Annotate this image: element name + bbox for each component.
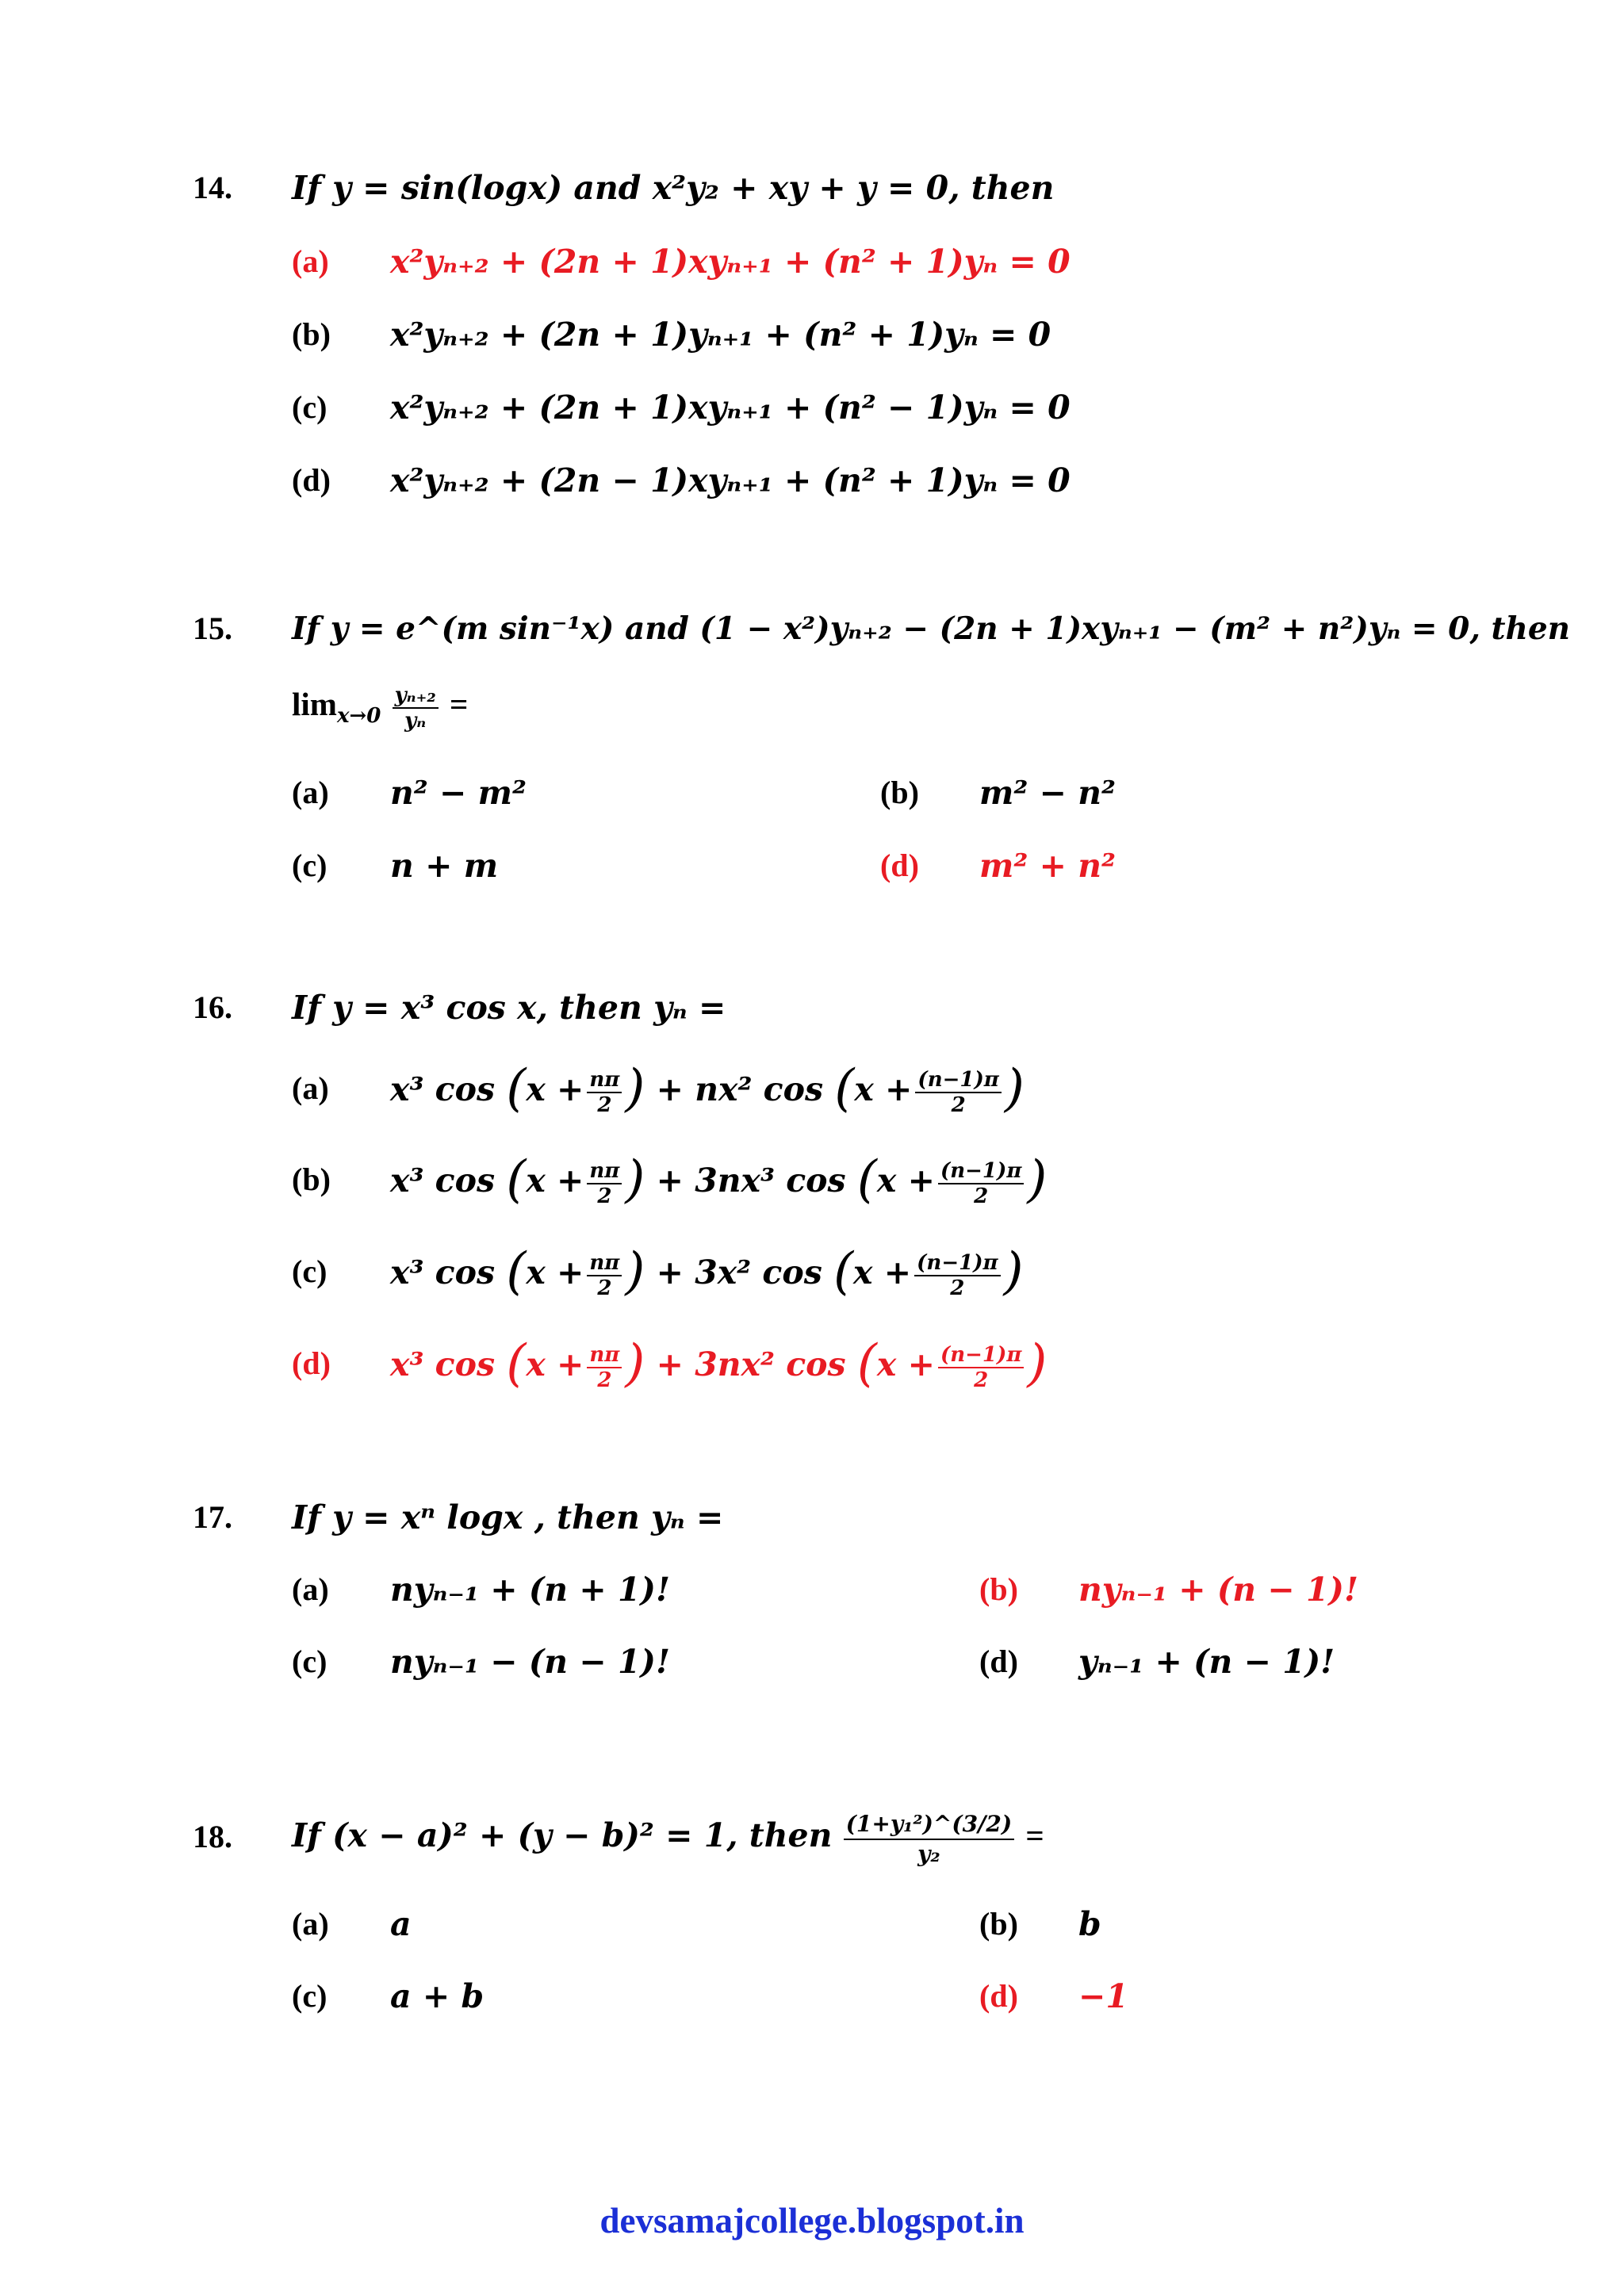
paren: ( bbox=[856, 1150, 877, 1209]
option-text[interactable]: nyₙ₋₁ + (n + 1)! bbox=[390, 1571, 670, 1609]
option-label[interactable]: (a) bbox=[292, 1070, 329, 1106]
fraction-numerator: (1+y₁²)^(3/2) bbox=[844, 1810, 1014, 1840]
option-label[interactable]: (d) bbox=[979, 1644, 1018, 1679]
x-plus: x + bbox=[526, 1161, 584, 1200]
fraction-denominator: 2 bbox=[597, 1368, 612, 1392]
option-label[interactable]: (c) bbox=[292, 1978, 327, 2014]
paren: ) bbox=[1027, 1334, 1048, 1393]
question-number: 16. bbox=[193, 989, 232, 1025]
question-number: 18. bbox=[193, 1819, 232, 1854]
question-stem: If y = sin(logx) and x²y₂ + xy + y = 0, then bbox=[292, 169, 1055, 207]
fraction-numerator: nπ bbox=[587, 1159, 622, 1184]
paren: ( bbox=[506, 1059, 527, 1118]
option-label[interactable]: (b) bbox=[292, 1161, 331, 1197]
fraction bbox=[938, 1343, 1024, 1392]
fraction-numerator: (n−1)π bbox=[915, 1068, 1001, 1093]
x-plus: x + bbox=[876, 1345, 935, 1383]
paren: ( bbox=[506, 1242, 527, 1301]
option-text[interactable]: m² + n² bbox=[979, 847, 1116, 885]
paren: ) bbox=[625, 1150, 645, 1209]
option-text[interactable]: m² − n² bbox=[979, 774, 1116, 812]
option-label[interactable]: (b) bbox=[880, 775, 919, 810]
option-text[interactable] bbox=[390, 1242, 1024, 1301]
fraction-numerator: nπ bbox=[587, 1251, 622, 1276]
coefficient: x³ cos bbox=[390, 1345, 507, 1383]
fraction bbox=[587, 1343, 622, 1392]
option-text[interactable]: yₙ₋₁ + (n − 1)! bbox=[1078, 1643, 1335, 1681]
limit-expression bbox=[292, 680, 468, 740]
fraction-denominator: y₂ bbox=[917, 1840, 940, 1867]
paren: ) bbox=[1027, 1150, 1048, 1209]
option-label[interactable]: (a) bbox=[292, 1906, 329, 1942]
x-plus: x + bbox=[526, 1253, 584, 1292]
option-text[interactable]: x²yₙ₊₂ + (2n + 1)xyₙ₊₁ + (n² − 1)yₙ = 0 bbox=[390, 388, 1071, 427]
question-number: 17. bbox=[193, 1499, 232, 1535]
x-plus: x + bbox=[526, 1345, 584, 1383]
limit-fraction bbox=[393, 683, 439, 733]
fraction bbox=[587, 1159, 622, 1208]
fraction-numerator: nπ bbox=[587, 1068, 622, 1093]
option-text[interactable]: x²yₙ₊₂ + (2n − 1)xyₙ₊₁ + (n² + 1)yₙ = 0 bbox=[390, 461, 1071, 499]
fraction-denominator: 2 bbox=[951, 1093, 966, 1117]
question-number: 15. bbox=[193, 610, 232, 646]
question-stem: If y = x³ cos x, then yₙ = bbox=[292, 989, 726, 1027]
option-text[interactable] bbox=[390, 1059, 1025, 1118]
option-text[interactable]: a + b bbox=[390, 1977, 485, 2015]
equals-sign: = bbox=[449, 686, 469, 722]
stem-fraction bbox=[844, 1810, 1014, 1869]
middle-term: + nx² cos bbox=[645, 1070, 835, 1108]
paren: ( bbox=[856, 1334, 877, 1393]
option-label[interactable]: (b) bbox=[979, 1906, 1018, 1942]
x-plus: x + bbox=[526, 1070, 584, 1108]
option-label[interactable]: (c) bbox=[292, 1644, 327, 1679]
option-label[interactable]: (c) bbox=[292, 389, 327, 425]
fraction-numerator: (n−1)π bbox=[938, 1343, 1024, 1368]
fraction bbox=[938, 1159, 1024, 1208]
option-label[interactable]: (a) bbox=[292, 775, 329, 810]
fraction-denominator: 2 bbox=[597, 1093, 612, 1117]
option-text[interactable]: −1 bbox=[1078, 1977, 1128, 2015]
equals-sign: = bbox=[1025, 1817, 1044, 1854]
paren: ) bbox=[625, 1334, 645, 1393]
option-text[interactable]: b bbox=[1078, 1905, 1101, 1943]
paren: ( bbox=[506, 1334, 527, 1393]
fraction bbox=[915, 1068, 1001, 1117]
paren: ) bbox=[1004, 1059, 1025, 1118]
option-text[interactable]: nyₙ₋₁ + (n − 1)! bbox=[1078, 1571, 1358, 1609]
limit-prefix: lim bbox=[292, 686, 337, 722]
x-plus: x + bbox=[876, 1161, 935, 1200]
paren: ) bbox=[625, 1059, 645, 1118]
fraction-denominator: yₙ bbox=[404, 708, 427, 733]
question-stem: If (x − a)² + (y − b)² = 1, then bbox=[292, 1816, 833, 1854]
option-text[interactable]: a bbox=[390, 1905, 412, 1943]
option-label[interactable]: (a) bbox=[292, 1571, 329, 1607]
option-text[interactable] bbox=[390, 1334, 1048, 1393]
paren: ) bbox=[625, 1242, 645, 1301]
option-text[interactable]: x²yₙ₊₂ + (2n + 1)xyₙ₊₁ + (n² + 1)yₙ = 0 bbox=[390, 243, 1071, 281]
question-stem: If y = e^(m sin⁻¹x) and (1 − x²)yₙ₊₂ − (2n + 1)xyₙ₊₁ − (m² + n²)yₙ = 0, then bbox=[292, 610, 1571, 647]
fraction bbox=[587, 1068, 622, 1117]
fraction-numerator: yₙ₊₂ bbox=[393, 683, 439, 709]
fraction-denominator: 2 bbox=[597, 1276, 612, 1300]
option-text[interactable]: nyₙ₋₁ − (n − 1)! bbox=[390, 1643, 670, 1681]
option-label[interactable]: (c) bbox=[292, 1253, 327, 1289]
limit-sub: x→0 bbox=[336, 704, 381, 729]
option-text[interactable]: x²yₙ₊₂ + (2n + 1)yₙ₊₁ + (n² + 1)yₙ = 0 bbox=[390, 316, 1051, 354]
option-label[interactable]: (b) bbox=[292, 316, 331, 352]
option-text[interactable]: n + m bbox=[390, 847, 499, 885]
coefficient: x³ cos bbox=[390, 1253, 507, 1292]
x-plus: x + bbox=[853, 1253, 912, 1292]
fraction-numerator: (n−1)π bbox=[914, 1251, 1000, 1276]
question-number: 14. bbox=[193, 170, 232, 205]
middle-term: + 3nx² cos bbox=[645, 1345, 857, 1383]
option-text[interactable]: n² − m² bbox=[390, 774, 527, 812]
x-plus: x + bbox=[854, 1070, 913, 1108]
middle-term: + 3x² cos bbox=[645, 1253, 834, 1292]
footer-link[interactable]: devsamajcollege.blogspot.in bbox=[599, 2201, 1025, 2241]
fraction bbox=[587, 1251, 622, 1300]
option-label[interactable]: (d) bbox=[880, 848, 919, 883]
paren: ) bbox=[1003, 1242, 1024, 1301]
paren: ( bbox=[833, 1242, 854, 1301]
middle-term: + 3nx³ cos bbox=[645, 1161, 857, 1200]
fraction bbox=[914, 1251, 1000, 1300]
question-stem: If y = xⁿ logx , then yₙ = bbox=[292, 1498, 724, 1536]
question-stem-line bbox=[292, 1800, 1044, 1871]
coefficient: x³ cos bbox=[390, 1070, 507, 1108]
option-label[interactable]: (d) bbox=[292, 462, 331, 498]
fraction-denominator: 2 bbox=[950, 1276, 965, 1300]
option-label[interactable]: (d) bbox=[292, 1345, 331, 1381]
option-label[interactable]: (c) bbox=[292, 848, 327, 883]
fraction-denominator: 2 bbox=[597, 1184, 612, 1208]
fraction-denominator: 2 bbox=[974, 1368, 989, 1392]
coefficient: x³ cos bbox=[390, 1161, 507, 1200]
paren: ( bbox=[834, 1059, 855, 1118]
paren: ( bbox=[506, 1150, 527, 1209]
fraction-denominator: 2 bbox=[974, 1184, 989, 1208]
option-label[interactable]: (a) bbox=[292, 243, 329, 279]
fraction-numerator: (n−1)π bbox=[938, 1159, 1024, 1184]
option-text[interactable] bbox=[390, 1150, 1048, 1209]
option-label[interactable]: (d) bbox=[979, 1978, 1018, 2014]
option-label[interactable]: (b) bbox=[979, 1571, 1018, 1607]
fraction-numerator: nπ bbox=[587, 1343, 622, 1368]
